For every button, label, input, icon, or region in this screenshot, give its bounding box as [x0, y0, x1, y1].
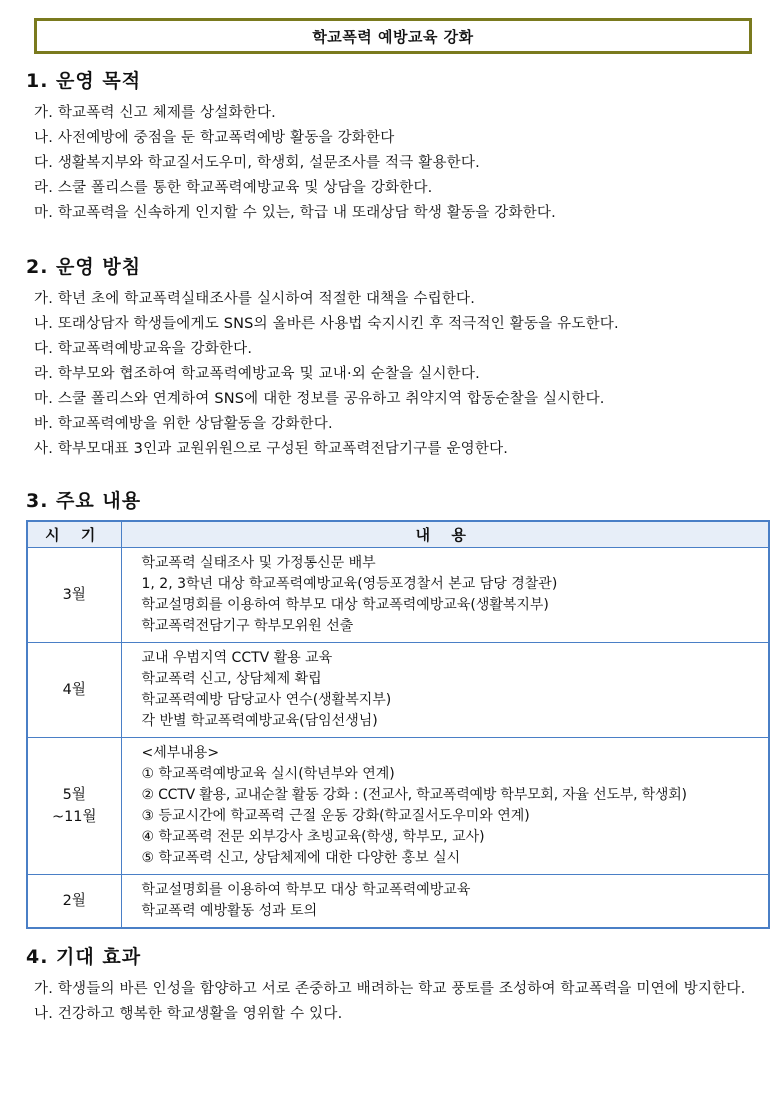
- list-item: 나. 사전예방에 중점을 둔 학교폭력예방 활동을 강화한다: [34, 130, 395, 146]
- content-line: ⑤ 학교폭력 신고, 상담체제에 대한 다양한 홍보 실시: [141, 849, 461, 866]
- table-row: [27, 737, 769, 874]
- content-line: 학교폭력예방 담당교사 연수(생활복지부): [141, 691, 392, 708]
- content-line: 학교폭력전담기구 학부모위원 선출: [141, 617, 354, 634]
- period-text: 5월: [62, 786, 86, 803]
- list-item: 바. 학교폭력예방을 위한 상담활동을 강화한다.: [34, 416, 333, 432]
- content-line: 학교폭력 예방활동 성과 토의: [141, 902, 318, 919]
- section-heading: 2. 운영 방침: [26, 256, 142, 278]
- content-line: ① 학교폭력예방교육 실시(학년부와 연계): [141, 765, 395, 782]
- content-cell: [121, 874, 769, 928]
- content-line: 학교설명회를 이용하여 학부모 대상 학교폭력예방교육: [141, 881, 471, 898]
- period-cell: [27, 642, 121, 737]
- content-cell: [121, 547, 769, 642]
- section-heading: 1. 운영 목적: [26, 70, 142, 92]
- content-line: ④ 학교폭력 전문 외부강사 초빙교육(학생, 학부모, 교사): [141, 828, 485, 845]
- list-item: 가. 학생들의 바른 인성을 함양하고 서로 존중하고 배려하는 학교 풍토를 조성하여 학교폭력을 미연에 방지한다.: [34, 981, 746, 997]
- list-item: 가. 학년 초에 학교폭력실태조사를 실시하여 적절한 대책을 수립한다.: [34, 291, 476, 307]
- content-table: [26, 520, 770, 929]
- period-cell: [27, 547, 121, 642]
- list-item: 라. 학부모와 협조하여 학교폭력예방교육 및 교내·외 순찰을 실시한다.: [34, 366, 480, 382]
- column-header-content: 내 용: [121, 521, 769, 547]
- content-line: 학교폭력 실태조사 및 가정통신문 배부: [141, 554, 376, 571]
- section-content: [26, 486, 756, 521]
- list-item: 라. 스쿨 폴리스를 통한 학교폭력예방교육 및 상담을 강화한다.: [34, 180, 433, 196]
- table-row: [27, 874, 769, 928]
- list-item: 사. 학부모대표 3인과 교원위원으로 구성된 학교폭력전담기구를 운영한다.: [34, 441, 509, 457]
- section-heading: 4. 기대 효과: [26, 946, 142, 968]
- column-header-period: 시 기: [27, 521, 121, 547]
- period-text: 4월: [62, 681, 86, 698]
- list-item: 가. 학교폭력 신고 체제를 상설화한다.: [34, 105, 276, 121]
- table-row: [27, 547, 769, 642]
- content-line: 1, 2, 3학년 대상 학교폭력예방교육(영등포경찰서 본교 담당 경찰관): [141, 575, 558, 592]
- period-cell: [27, 737, 121, 874]
- list-item: 다. 학교폭력예방교육을 강화한다.: [34, 341, 253, 357]
- list-item: 다. 생활복지부와 학교질서도우미, 학생회, 설문조사를 적극 활용한다.: [34, 155, 480, 171]
- table-header-row: [27, 521, 769, 547]
- content-line: 학교폭력 신고, 상담체제 확립: [141, 670, 322, 687]
- list-item: 마. 스쿨 폴리스와 연계하여 SNS에 대한 정보를 공유하고 취약지역 합동순찰을 실시한다.: [34, 391, 605, 407]
- period-text: ~11월: [51, 808, 97, 825]
- content-line: 교내 우범지역 CCTV 활용 교육: [141, 649, 333, 666]
- table-row: [27, 642, 769, 737]
- period-text: 2월: [62, 892, 86, 909]
- section-purpose: [26, 66, 756, 226]
- list-item: 나. 또래상담자 학생들에게도 SNS의 올바른 사용법 숙지시킨 후 적극적인 활동을 유도한다.: [34, 316, 619, 332]
- content-cell: [121, 737, 769, 874]
- period-cell: [27, 874, 121, 928]
- content-line: ② CCTV 활용, 교내순찰 활동 강화 : (전교사, 학교폭력예방 학부모회, 자율 선도부, 학생회): [141, 786, 687, 803]
- list-item: 나. 건강하고 행복한 학교생활을 영위할 수 있다.: [34, 1006, 343, 1022]
- content-line: ③ 등교시간에 학교폭력 근절 운동 강화(학교질서도우미와 연계): [141, 807, 530, 824]
- list-item: 마. 학교폭력을 신속하게 인지할 수 있는, 학급 내 또래상담 학생 활동을 강화한다.: [34, 205, 556, 221]
- section-heading: 3. 주요 내용: [26, 490, 142, 512]
- content-cell: [121, 642, 769, 737]
- content-line: 각 반별 학교폭력예방교육(담임선생님): [141, 712, 378, 729]
- content-line: 학교설명회를 이용하여 학부모 대상 학교폭력예방교육(생활복지부): [141, 596, 549, 613]
- document-title: 학교폭력 예방교육 강화: [34, 18, 752, 54]
- section-policy: [26, 252, 756, 462]
- section-effect: [26, 942, 756, 1027]
- content-line: <세부내용>: [141, 744, 220, 761]
- period-text: 3월: [62, 586, 86, 603]
